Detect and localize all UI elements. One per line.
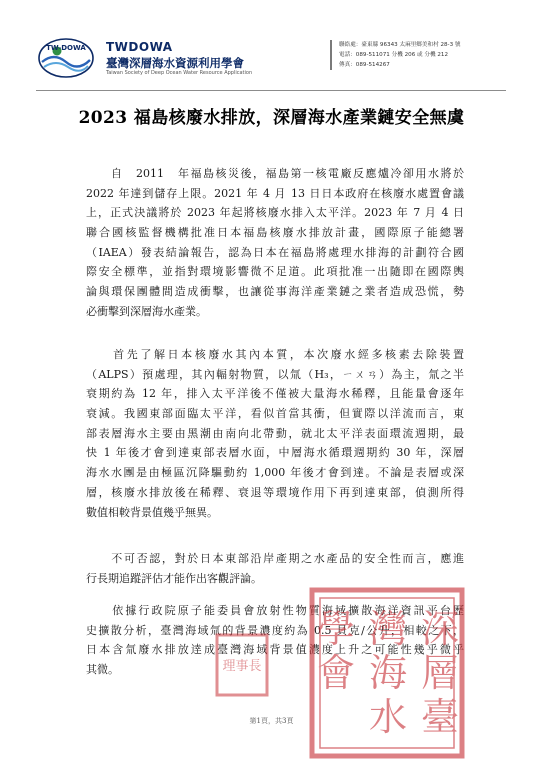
paragraph-line: 衰期約為 12 年，排入太平洋後不僅被大量海水稀釋，且能量會逐年: [86, 387, 464, 401]
paragraph-intro: [86, 164, 464, 322]
paragraph-line: 日本含氚廢水排放逹成臺灣海域背景值濃度上升之可能性幾乎微乎: [86, 643, 464, 657]
seal-glyph: 學: [316, 607, 356, 651]
paragraph-long-term: [86, 549, 464, 588]
contact-block: [330, 40, 461, 70]
paragraph-line: 依據行政院原子能委員會放射性物質海域擴散海洋資訊平台歷: [86, 604, 464, 617]
paragraph-line: 自 2011 年福島核災後，福島第一核電廠反應爐冷卻用水將於: [86, 167, 464, 180]
organization-seal-icon: [308, 586, 466, 760]
paragraph-line: 數值相較背景值幾乎無異。: [86, 505, 218, 519]
paragraph-line: 不可否認，對於日本東部沿岸產期之水產品的安全性而言，應進: [86, 552, 464, 565]
paragraph-line: （ALPS）預處理，其內輻射物質，以氚（H₃，ㄧㄨㄢ）為主，氚之半: [86, 367, 464, 381]
org-name-subtitle: Taiwan Society of Deep Ocean Water Resource Application: [106, 70, 253, 76]
paragraph-line: 部表層海水主要由黑潮由南向北帶動，就北太平洋表面環流週期，最: [86, 426, 464, 440]
paragraph-line: 史擴散分析，臺灣海域氚的背景濃度約為 0.5 貝克/公升，相較之下，: [86, 623, 464, 637]
paragraph-line: 層，核廢水排放後在稀釋、衰退等環境作用下再到達東部，偵測所得: [86, 485, 464, 499]
paragraph-line: 海水水團是由極區沉降驅動約 1,000 年後才會到達。不論是表層或深: [86, 466, 464, 480]
seal-glyph: 層: [420, 651, 460, 695]
seal-glyph: 海: [368, 651, 408, 695]
paragraph-line: 行長期追蹤評估才能作出客觀評論。: [86, 571, 262, 585]
seal-glyph: 會: [316, 651, 356, 695]
paragraph-line: 2022 年達到儲存上限。2021 年 4 月 13 日日本政府在核廢水處置會議: [86, 186, 464, 200]
paragraph-alps: [86, 345, 464, 522]
paragraph-line: 論與環保團體間造成衝擊，也讓從事海洋產業鏈之業者造成恐慌，勢: [86, 285, 464, 299]
seal-glyph: 臺: [420, 695, 460, 739]
society-logo-icon: [36, 36, 96, 80]
small-seal-glyph: 理事長: [222, 659, 262, 674]
paragraph-line: 際安全標準，並指對環境影響微不足道。此項批准一出隨即在國際輿: [86, 265, 464, 279]
chairman-seal-icon: [214, 632, 270, 698]
seal-glyph: 深: [420, 607, 460, 651]
paragraph-line: 首先了解日本核廢水其內本質，本次廢水經多核素去除裝置: [86, 348, 464, 361]
paragraph-line: 聯合國核監督機構批准日本福島核廢水排放計畫，國際原子能總署: [86, 226, 464, 240]
contact-phone: 電話：089-511071 分機 206 或 分機 212: [339, 52, 449, 58]
paragraph-line: （IAEA）發表結論報告，認為日本在福島將處理水排海的計劃符合國: [86, 245, 464, 259]
paragraph-line: 快 1 年後才會到達東部表層水面，中層海水循環週期約 30 年，深層: [86, 446, 464, 460]
org-name-en: TWDOWA: [106, 40, 173, 54]
contact-address: 聯絡處：臺東縣 96343 太麻里鄉美和村 28-3 號: [339, 42, 461, 48]
paragraph-line: 其微。: [86, 663, 119, 677]
header-divider: [36, 90, 506, 91]
paragraph-line: 上，正式決議將於 2023 年起將核廢水排入太平洋。2023 年 7 月 4 日: [86, 206, 464, 220]
page-number: 第1頁，共3頁: [249, 717, 294, 725]
paragraph-line: 必衝擊到深層海水產業。: [86, 304, 207, 318]
paragraph-line: 衰減。我國東部面臨太平洋，看似首當其衝，但實際以洋流而言，東: [86, 407, 464, 421]
document-title: 2023 福島核廢水排放，深層海水產業鏈安全無虞: [78, 108, 465, 128]
seal-glyph: 灣: [368, 607, 408, 651]
logo-text: TW-DOWA: [46, 44, 86, 52]
org-name-zh: 臺灣深層海水資源利用學會: [106, 56, 244, 70]
letterhead: [0, 0, 543, 90]
seal-glyph: 水: [368, 695, 408, 739]
contact-fax: 傳真：089-514267: [339, 62, 390, 68]
